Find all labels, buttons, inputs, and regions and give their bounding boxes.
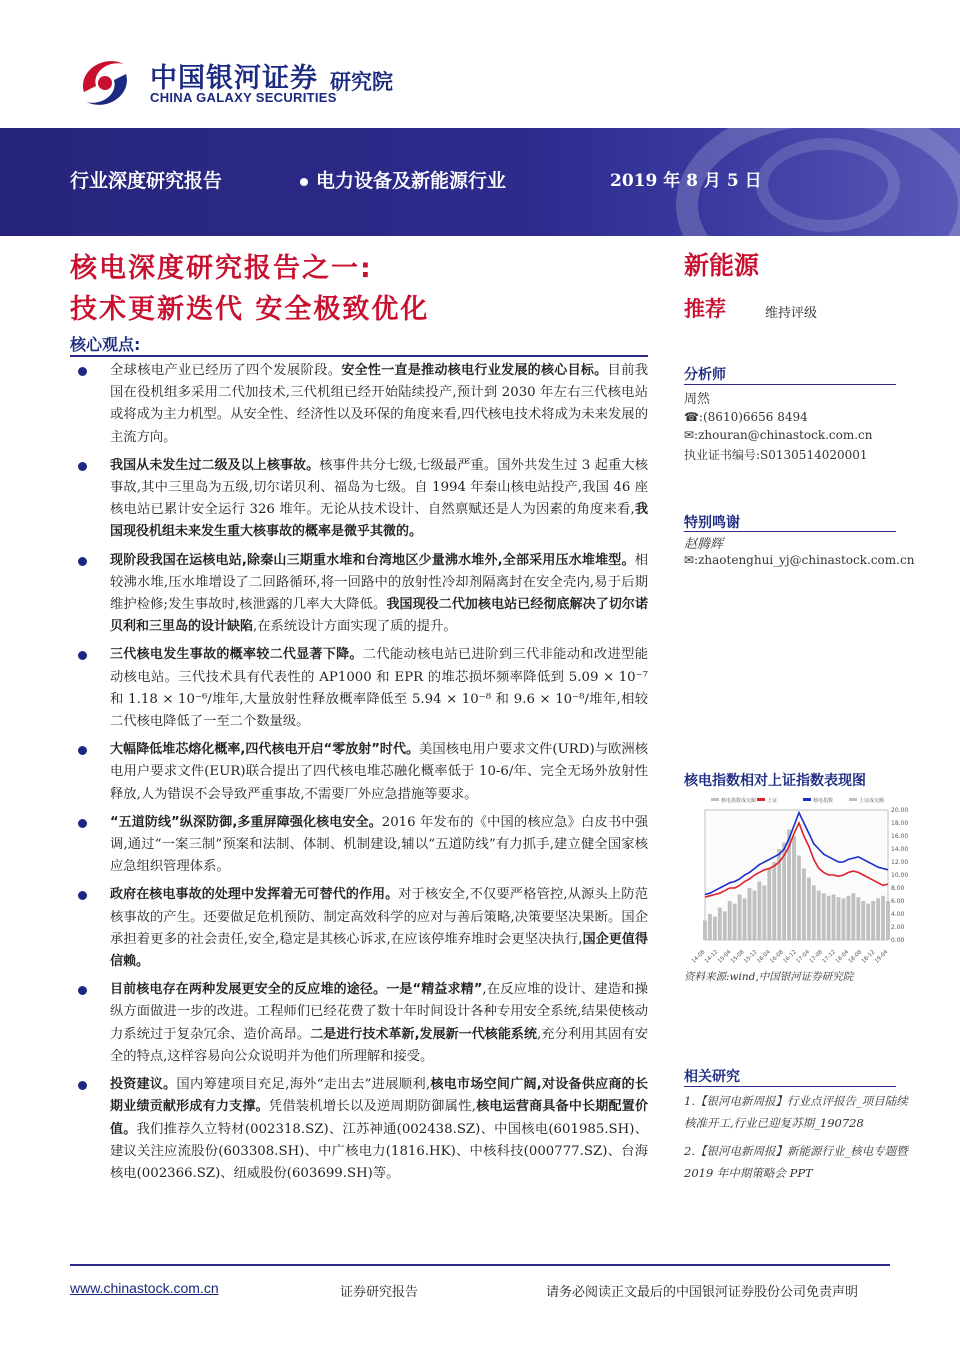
emphasis-text: 三代核电发生事故的概率较二代显著下降。 — [110, 647, 363, 663]
thanks-divider — [684, 531, 896, 532]
legend-swatch — [757, 798, 765, 801]
report-title-line2: 技术更新迭代 安全极致优化 — [70, 294, 430, 325]
emphasis-text: 我国从未发生过二级及以上核事故。 — [110, 457, 320, 473]
core-views-divider — [70, 355, 648, 357]
emphasis-text: “五道防线”纵深防御,多重屏障强化核电安全。 — [110, 814, 382, 830]
core-point-1 — [70, 360, 648, 449]
bullet-icon — [78, 557, 87, 566]
y-tick-label: 16.00 — [891, 833, 909, 840]
y-tick-label: 0.00 — [891, 937, 905, 944]
analyst-name: 周然 — [684, 392, 711, 407]
core-point-6 — [70, 812, 648, 879]
emphasis-text: 投资建议。 — [110, 1077, 177, 1093]
emphasis-text: 安全性一直是推动核电行业发展的核心目标。 — [341, 363, 608, 378]
turnover-bar — [733, 904, 737, 940]
turnover-bar — [876, 898, 880, 940]
x-tick-label: 15-08 — [730, 949, 746, 965]
x-tick-label: 16-12 — [782, 949, 798, 965]
x-tick-label: 18-08 — [847, 949, 864, 965]
x-tick-label: 16-04 — [756, 949, 772, 965]
emphasis-text: 国企更值得信赖。 — [110, 931, 648, 970]
legend-swatch — [849, 798, 857, 801]
sector-label: 新能源 — [684, 251, 760, 280]
footer-disclaimer: 请务必阅读正文最后的中国银河证券股份公司免责声明 — [546, 1285, 859, 1300]
turnover-bar — [886, 901, 890, 940]
turnover-bar — [822, 893, 826, 940]
turnover-bar — [792, 836, 796, 940]
turnover-bar — [772, 862, 776, 940]
turnover-bar — [713, 917, 717, 940]
turnover-bar — [812, 885, 816, 940]
turnover-bar — [753, 891, 757, 940]
core-views-title: 核心观点: — [70, 335, 141, 354]
report-title-line1: 核电深度研究报告之一: — [70, 253, 373, 284]
turnover-bar — [881, 896, 885, 940]
emphasis-text: 我国现役机组未来发生重大核事故的概率是微乎其微的。 — [110, 502, 648, 540]
emphasis-text: 大幅降低堆芯熔化概率,四代核电开启“零放射”时代。 — [110, 742, 420, 758]
core-point-3 — [70, 550, 648, 639]
related-item-2[interactable]: 2.【银河电新周报】新能源行业_核电专题暨 2019 年中期策略会 PPT — [684, 1144, 908, 1180]
legend-swatch — [711, 798, 719, 801]
x-tick-label: 14-08 — [690, 949, 707, 965]
turnover-bar — [856, 897, 860, 940]
thanks-heading: 特别鸣谢 — [684, 515, 740, 531]
x-tick-label: 14-12 — [703, 949, 720, 965]
body-text: 核事件共分七级,七级最严重。国外共发生过 3 起重大核事故,其中三里岛为五级,切尔诺贝利、福岛为七级。自 1994 年秦山核电站投产,我国 46 座核电站已累计安全运行 326 堆年。无论从技术设计、自然禀赋还是人为因素的角度来看, — [110, 457, 648, 518]
turnover-bar — [797, 856, 801, 941]
report-date: 2019 年 8 月 5 日 — [610, 171, 762, 191]
x-tick-label: 15-04 — [717, 949, 733, 965]
bullet-icon — [300, 178, 308, 186]
turnover-bar — [718, 908, 722, 941]
turnover-bar — [757, 882, 761, 941]
bullet-icon — [78, 651, 87, 660]
turnover-bar — [842, 898, 846, 940]
core-points-list — [70, 360, 648, 1191]
legend-label: 核电指数成交额 — [721, 798, 757, 804]
turnover-bar — [827, 896, 831, 940]
turnover-bar — [861, 901, 865, 940]
turnover-bar — [851, 893, 855, 940]
x-tick-label: 16-08 — [769, 949, 785, 965]
turnover-bar — [743, 898, 747, 940]
turnover-bar — [837, 897, 841, 940]
turnover-bar — [817, 891, 821, 940]
banner-swirl-decoration-inner — [756, 138, 900, 232]
core-point-2 — [70, 455, 648, 544]
turnover-bar — [807, 878, 811, 940]
industry-text: 电力设备及新能源行业 — [316, 170, 507, 192]
y-tick-label: 4.00 — [891, 911, 905, 918]
chart-title: 核电指数相对上证指数表现图 — [684, 773, 866, 789]
body-text: 对于核安全,不仅要严格管控,从源头上防范核事故的产生。还要做足危机预防、制定高效科学的应对与善后策略,决策要坚决果断。国企承担着更多的社会责任,安全,稳定是其核心诉求,在应该停堆弃堆时会更坚决执行, — [110, 887, 648, 947]
legend-label: 核电指数 — [813, 798, 834, 804]
turnover-bar — [866, 904, 870, 940]
emphasis-text: 政府在核电事故的处理中发挥着无可替代的作用。 — [110, 887, 399, 903]
turnover-bar — [748, 888, 752, 940]
rating-maintain: 维持评级 — [765, 306, 818, 321]
turnover-bar — [708, 914, 712, 940]
core-point-4 — [70, 644, 648, 733]
y-tick-label: 20.00 — [891, 807, 909, 814]
turnover-bar — [767, 869, 771, 941]
turnover-bar — [871, 901, 875, 940]
turnover-bar — [762, 885, 766, 940]
galaxy-logo-icon — [74, 52, 136, 114]
body-text: ,在反应堆的设计、建造和操纵方面做进一步的改进。工程师们已经花费了数十年时间设计各种专用安全系统,结果使核动力系统过于复杂冗余、造价高昂。 — [110, 982, 648, 1042]
footer-divider — [70, 1264, 890, 1266]
turnover-bar — [703, 921, 707, 941]
institute-label: 研究院 — [330, 70, 393, 94]
legend-label: 上证成交额 — [859, 798, 885, 804]
body-text: 2016 年发布的《中国的核应急》白皮书中强调,通过“一案三制”预案和法制、体制、机制建设,辅以“五道防线”有力抓手,建立健全国家核应急组织管理体系。 — [110, 814, 648, 875]
related-item-1[interactable]: 1.【银河电新周报】行业点评报告_项目陆续核准开工,行业已迎复苏期_190728 — [684, 1094, 908, 1130]
emphasis-text: 现阶段我国在运核电站,除秦山三期重水堆和台湾地区少量沸水堆外,全部采用压水堆堆型。 — [110, 552, 635, 568]
body-text: ,在系统设计方面实现了质的提升。 — [253, 619, 457, 635]
body-text: 我们推荐久立特材(002318.SZ)、江苏神通(002438.SZ)、中国核电(601985.SH)、建议关注应流股份(603308.SH)、中广核电力(1816.HK)、中核科技(000777.SZ)、台海核电(002366.SZ)、纽威股份(603699.SH)等。 — [110, 1121, 648, 1181]
thanks-email[interactable]: ✉:zhaotenghui_yj@chinastock.com.cn — [684, 553, 915, 567]
y-tick-label: 12.00 — [891, 859, 909, 866]
analyst-email[interactable]: ✉:zhouran@chinastock.com.cn — [684, 428, 873, 442]
y-tick-label: 14.00 — [891, 846, 909, 853]
report-type: 行业深度研究报告 — [70, 170, 223, 192]
bullet-icon — [78, 462, 87, 471]
bullet-icon — [78, 367, 87, 376]
analyst-divider — [684, 384, 896, 385]
core-point-7 — [70, 884, 648, 973]
legend-label: 上证 — [767, 798, 778, 804]
bullet-icon — [78, 891, 87, 900]
analyst-heading: 分析师 — [684, 367, 726, 383]
turnover-bar — [723, 911, 727, 940]
turnover-bar — [832, 895, 836, 941]
thanks-name: 赵腾辉 — [684, 537, 724, 552]
y-tick-label: 8.00 — [891, 885, 905, 892]
chart-source: 资料来源:wind,中国银河证券研究院 — [684, 971, 854, 983]
x-tick-label: 18-04 — [834, 949, 851, 965]
emphasis-text: 核电运营商具备中长期配置价值。 — [110, 1099, 648, 1137]
analyst-phone: ☎:(8610)6656 8494 — [684, 410, 808, 424]
emphasis-text: 核电市场空间广阔,对设备供应商的长期业绩贡献形成有力支撑。 — [110, 1077, 648, 1115]
bullet-icon — [78, 986, 87, 995]
body-text: 美国核电用户要求文件(URD)与欧洲核电用户要求文件(EUR)联合提出了四代核电堆芯融化概率低于 10-6/年、完全无场外放射性释放,人为错误不会导致严重事故,不需要厂外应急措施等要求。 — [110, 742, 648, 802]
body-text: 相较沸水堆,压水堆增设了二回路循环,将一回路中的放射性冷却剂隔离封在安全壳内,易于后期维护检修;发生事故时,核泄露的几率大大降低。 — [110, 552, 648, 613]
rating-label: 推荐 — [684, 297, 726, 321]
emphasis-text: 我国现役二代加核电站已经彻底解决了切尔诺贝利和三里岛的设计缺陷 — [110, 597, 648, 635]
body-text: ,充分利用其固有安全的特点,这样容易向公众说明并为他们所理解和接受。 — [110, 1026, 648, 1064]
x-tick-label: 15-12 — [743, 949, 759, 965]
x-tick-label: 17-12 — [821, 949, 838, 965]
nuclear-index-chart — [683, 792, 913, 982]
bullet-icon — [78, 1081, 87, 1090]
x-tick-label: 17-04 — [795, 949, 811, 965]
footer-report-label: 证券研究报告 — [340, 1285, 419, 1300]
y-tick-label: 18.00 — [891, 820, 909, 827]
body-text: 全球核电产业已经历了四个发展阶段。 — [110, 363, 342, 378]
turnover-bar — [738, 895, 742, 941]
bullet-icon — [78, 819, 87, 828]
body-text: 国内筹建项目充足,海外“走出去”进展顺利, — [176, 1077, 431, 1093]
footer-website-link[interactable]: www.chinastock.com.cn — [70, 1280, 219, 1296]
core-point-8 — [70, 979, 648, 1068]
emphasis-text: 二是进行技术革新,发展新一代核能系统 — [310, 1026, 537, 1042]
y-tick-label: 6.00 — [891, 898, 905, 905]
related-divider — [684, 1086, 896, 1087]
report-banner — [0, 128, 960, 236]
body-text: 凭借装机增长以及逆周期防御属性, — [268, 1099, 476, 1115]
bullet-icon — [78, 746, 87, 755]
turnover-bar — [802, 869, 806, 941]
body-text: 二代能动核电站已进阶到三代非能动和改进型能动核电站。三代技术具有代表性的 AP1000 和 EPR 的堆芯损坏频率降低到 5.09 × 10⁻⁷ 和 1.18 × 10⁻⁶/堆年,大量放射性释放概率降低至 5.94 × 10⁻⁸ 和 9.6 × 10⁻⁸/堆年,相较二代核电降低了一至二个数量级。 — [110, 647, 648, 730]
x-tick-label: 18-12 — [860, 949, 877, 965]
company-name-en: CHINA GALAXY SECURITIES — [150, 90, 337, 105]
x-tick-label: 19-04 — [873, 949, 890, 965]
emphasis-text: 目前核电存在两种发展更安全的反应堆的途径。一是“精益求精” — [110, 982, 483, 998]
y-tick-label: 2.00 — [891, 924, 905, 931]
body-text: 目前我国在役机组多采用二代加技术,三代机组已经开始陆续投产,预计到 2030 年左右三代核电站或将成为主力机型。从安全性、经济性以及环保的角度来看,四代核电技术将成为未来发展的主流方向。 — [110, 363, 649, 445]
x-tick-label: 17-08 — [808, 949, 825, 965]
turnover-bar — [728, 901, 732, 940]
core-point-5 — [70, 739, 648, 806]
company-name-cn: 中国银河证券 — [150, 63, 318, 94]
y-tick-label: 10.00 — [891, 872, 909, 879]
turnover-bar — [847, 896, 851, 940]
legend-swatch — [803, 798, 811, 801]
industry-label — [300, 166, 506, 193]
analyst-cert: 执业证书编号:S0130514020001 — [684, 448, 868, 462]
core-point-9 — [70, 1074, 648, 1185]
related-heading: 相关研究 — [684, 1069, 740, 1085]
